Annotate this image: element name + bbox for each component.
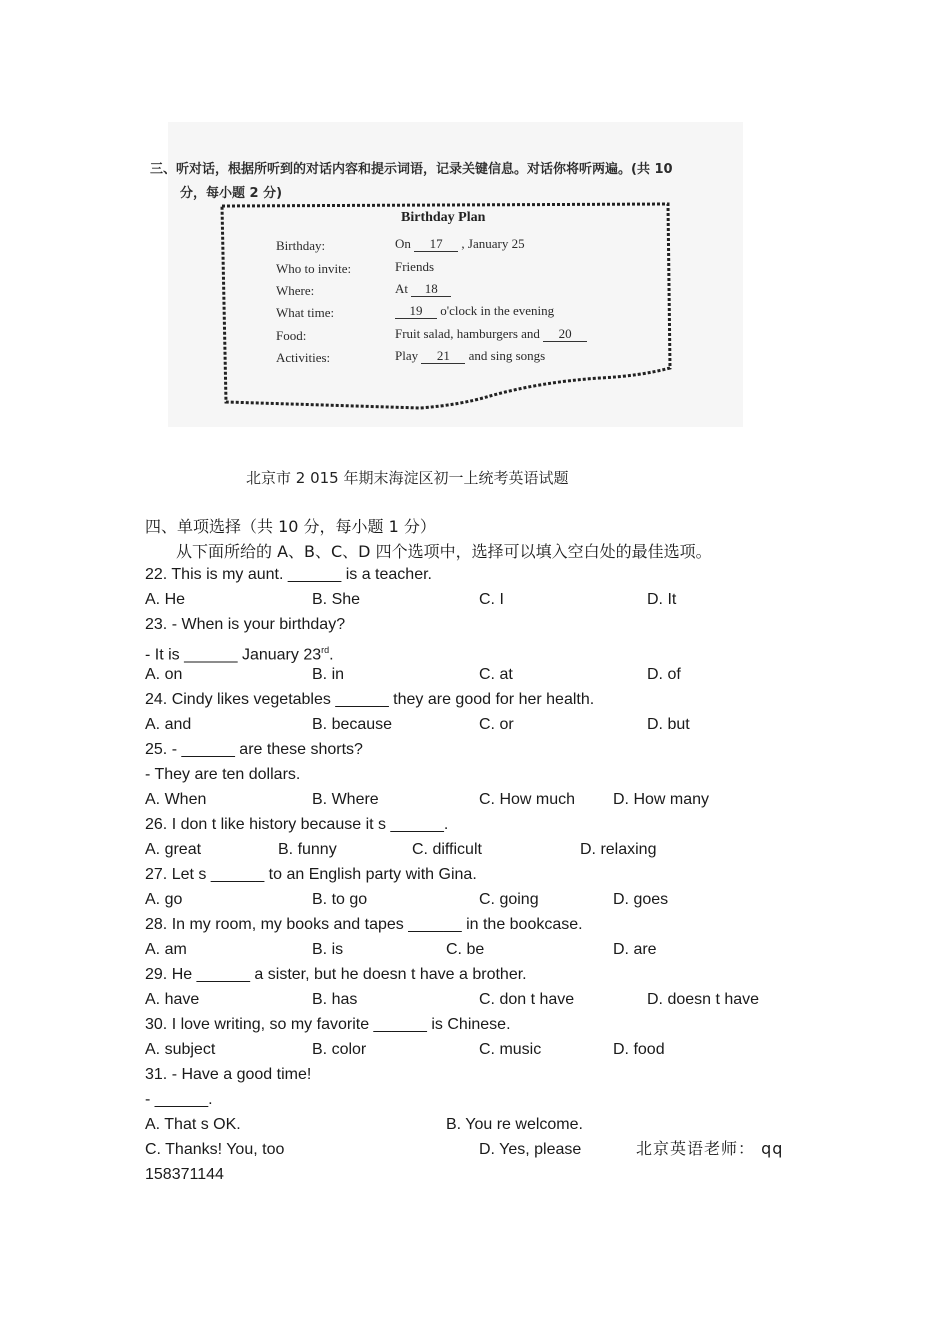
- question-26-stem: 26. I don t like history because it s ______.: [145, 816, 449, 833]
- question-23-stem: 23. - When is your birthday?: [145, 616, 346, 633]
- question-31-stem: 31. - Have a good time!: [145, 1066, 312, 1083]
- footer-qq-number: 158371144: [145, 1166, 224, 1183]
- q28-option-d: D. are: [613, 941, 657, 958]
- blank-17: 17: [414, 237, 458, 252]
- q29-option-a: A. have: [145, 991, 200, 1008]
- q27-option-a: A. go: [145, 891, 183, 908]
- question-25-answer-line: - They are ten dollars.: [145, 766, 301, 783]
- blank-19: 19: [395, 304, 437, 319]
- q31-option-d: D. Yes, please: [479, 1141, 582, 1158]
- q27-option-c: C. going: [479, 891, 539, 908]
- q22-option-d: D. It: [647, 591, 677, 608]
- listening-instruction-line2: 分，每小题 2 分): [180, 186, 283, 201]
- q28-option-b: B. is: [312, 941, 344, 958]
- blank-20: 20: [543, 327, 587, 342]
- q23-option-d: D. of: [647, 666, 681, 683]
- q25-option-d: D. How many: [613, 791, 710, 808]
- q31-option-c: C. Thanks! You, too: [145, 1141, 285, 1158]
- q26-option-b: B. funny: [278, 841, 337, 858]
- q27-option-d: D. goes: [613, 891, 669, 908]
- question-24-stem: 24. Cindy likes vegetables ______ they are good for her health.: [145, 691, 595, 708]
- q22-option-b: B. She: [312, 591, 361, 608]
- q26-option-a: A. great: [145, 841, 202, 858]
- question-30-stem: 30. I love writing, so my favorite ______ is Chinese.: [145, 1016, 511, 1033]
- section-title: 四、单项选择（共 10 分，每小题 1 分）: [145, 517, 436, 536]
- q25-option-c: C. How much: [479, 791, 576, 808]
- q24-option-b: B. because: [312, 716, 393, 733]
- q25-option-b: B. Where: [312, 791, 379, 808]
- plan-label-what-time: What time:: [276, 305, 335, 320]
- q23-option-c: C. at: [479, 666, 513, 683]
- q22-option-a: A. He: [145, 591, 186, 608]
- birthday-plan-title: Birthday Plan: [401, 210, 486, 225]
- q23-option-b: B. in: [312, 666, 345, 683]
- exam-caption: 北京市 2 015 年期末海淀区初一上统考英语试题: [246, 469, 569, 487]
- plan-label-where: Where:: [276, 283, 315, 298]
- q29-option-c: C. don t have: [479, 991, 575, 1008]
- question-23-answer-line: - It is ______ January 23rd.: [145, 645, 334, 664]
- q26-option-c: C. difficult: [412, 841, 482, 858]
- question-22-stem: 22. This is my aunt. ______ is a teacher.: [145, 566, 432, 583]
- q26-option-d: D. relaxing: [580, 841, 657, 858]
- question-25-stem: 25. - ______ are these shorts?: [145, 741, 363, 758]
- blank-18: 18: [411, 282, 451, 297]
- q28-option-c: C. be: [446, 941, 485, 958]
- q30-option-b: B. color: [312, 1041, 367, 1058]
- footer-teacher-contact: 北京英语老师： qq: [636, 1139, 784, 1158]
- plan-label-activities: Activities:: [276, 350, 331, 365]
- q29-option-d: D. doesn t have: [647, 991, 760, 1008]
- plan-value-food: Fruit salad, hamburgers and 20: [395, 326, 587, 342]
- plan-value-birthday: On 17 , January 25: [395, 236, 525, 251]
- question-27-stem: 27. Let s ______ to an English party with Gina.: [145, 866, 477, 883]
- q24-option-a: A. and: [145, 716, 192, 733]
- plan-value-what-time: 19 o'clock in the evening: [395, 303, 554, 319]
- listening-instruction-line1: 三、听对话，根据所听到的对话内容和提示词语，记录关键信息。对话你将听两遍。(共 10: [150, 162, 673, 177]
- q27-option-b: B. to go: [312, 891, 368, 908]
- plan-label-food: Food:: [276, 328, 307, 343]
- plan-value-where: At 18: [395, 281, 451, 297]
- question-31-answer-line: - ______.: [145, 1091, 213, 1108]
- blank-21: 21: [421, 349, 465, 364]
- plan-label-who-to-invite: Who to invite:: [276, 261, 352, 276]
- q25-option-a: A. When: [145, 791, 207, 808]
- plan-value-activities: Play 21 and sing songs: [395, 348, 546, 363]
- q28-option-a: A. am: [145, 941, 187, 958]
- scanned-listening-section: [150, 122, 743, 427]
- q22-option-c: C. I: [479, 591, 504, 608]
- q31-option-a: A. That s OK.: [145, 1116, 241, 1133]
- question-29-stem: 29. He ______ a sister, but he doesn t have a brother.: [145, 966, 527, 983]
- q30-option-d: D. food: [613, 1041, 665, 1058]
- q23-option-a: A. on: [145, 666, 183, 683]
- q30-option-c: C. music: [479, 1041, 542, 1058]
- q30-option-a: A. subject: [145, 1041, 216, 1058]
- plan-value-who-to-invite: Friends: [395, 259, 434, 274]
- section-instruction: 从下面所给的 A、B、C、D 四个选项中，选择可以填入空白处的最佳选项。: [176, 542, 712, 561]
- q24-option-d: D. but: [647, 716, 690, 733]
- q31-option-b: B. You re welcome.: [446, 1116, 583, 1133]
- question-28-stem: 28. In my room, my books and tapes ______ in the bookcase.: [145, 916, 583, 933]
- q24-option-c: C. or: [479, 716, 514, 733]
- plan-label-birthday: Birthday:: [276, 238, 326, 253]
- q29-option-b: B. has: [312, 991, 358, 1008]
